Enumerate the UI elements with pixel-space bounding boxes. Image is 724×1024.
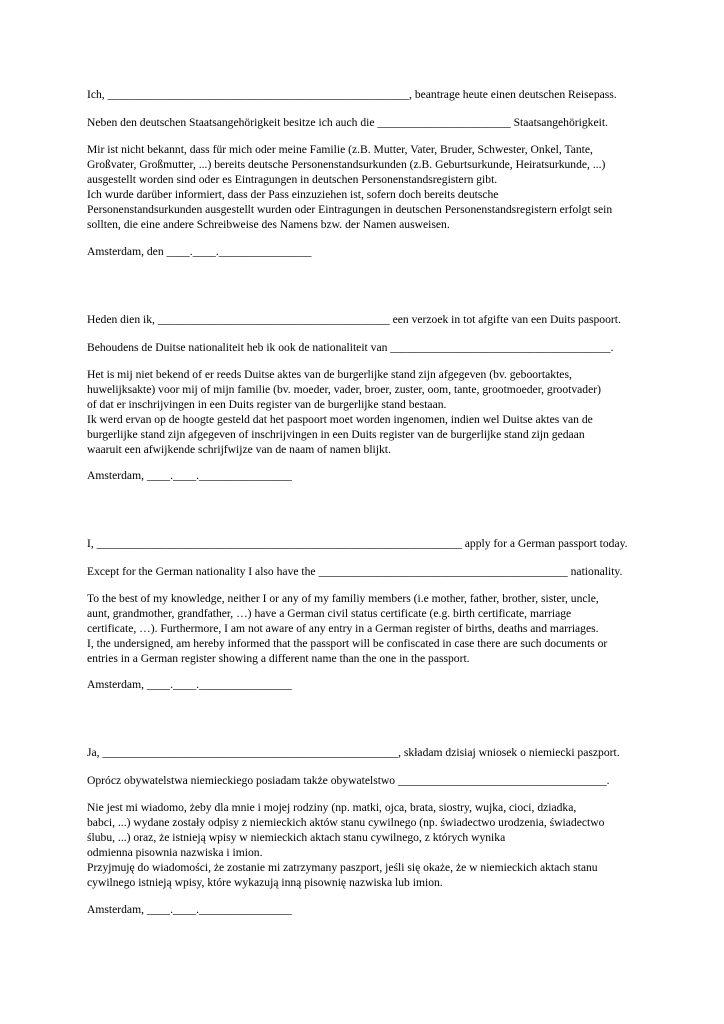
dutch-paragraph-line: waaruit een afwijkende schrijfwijze van de naam of namen blijkt. [87,443,391,456]
polish-paragraph-line: Nie jest mi wiadomo, żeby dla mnie i mojej rodziny (np. matki, ojca, brata, siostry, wujka, cioci, dziadka, [87,801,577,814]
dutch-place-date: Amsterdam, ____.____.________________ [87,469,292,482]
polish-place-date: Amsterdam, ____.____.________________ [87,903,292,916]
german-request-line: Ich, ____________________________________________________, beantrage heute einen deutschen Reisepass. [87,88,617,101]
english-paragraph-line: To the best of my knowledge, neither I or any of my familiy members (i.e mother, father, brother, sister, uncle, [87,592,599,605]
english-paragraph-line: certificate, …). Furthermore, I am not aware of any entry in a German register of births, deaths and marriages. [87,622,599,635]
dutch-paragraph-line: burgerlijke stand zijn afgegeven of inschrijvingen in een Duits register van de burgerlijke stand zijn gedaan [87,428,585,441]
german-paragraph-line: Ich wurde darüber informiert, dass der Pass einzuziehen ist, sofern doch bereits deutsche [87,188,499,201]
dutch-paragraph-line: huwelijksakte) voor mij of mijn familie (bv. moeder, vader, broer, zuster, oom, tante, grootmoeder, grootvader) [87,383,601,396]
polish-paragraph-line: odmienna pisownia nazwiska i imion. [87,846,263,859]
english-nationality-line: Except for the German nationality I also have the ___________________________________________ nationality. [87,565,623,578]
german-paragraph-line: sollten, die eine andere Schreibweise des Namens bzw. der Namen ausweisen. [87,218,450,231]
english-request-line: I, _______________________________________________________________ apply for a German passport today. [87,537,628,550]
english-paragraph-line: I, the undersigned, am hereby informed that the passport will be confiscated in case there are such documents or [87,637,608,650]
german-paragraph-line: Personenstandsurkunden ausgestellt wurden oder Eintragungen in deutschen Personenstandsregistern erfolgt sein [87,203,613,216]
polish-paragraph-line: Przyjmuję do wiadomości, że zostanie mi zatrzymany paszport, jeśli się okaże, że w niemieckich aktach stanu [87,861,598,874]
english-paragraph-line: entries in a German register showing a different name than the one in the passport. [87,652,470,665]
polish-request-line: Ja, ___________________________________________________, składam dzisiaj wniosek o niemiecki paszport. [87,746,620,759]
german-nationality-line: Neben den deutschen Staatsangehörigkeit besitze ich auch die _______________________ Staatsangehörigkeit. [87,116,608,129]
german-place-date: Amsterdam, den ____.____.________________ [87,245,312,258]
german-paragraph-line: Mir ist nicht bekannt, dass für mich oder meine Familie (z.B. Mutter, Vater, Bruder, Schwester, Onkel, Tante, [87,143,593,156]
dutch-paragraph-line: Het is mij niet bekend of er reeds Duitse aktes van de burgerlijke stand zijn afgegeven (bv. geboortaktes, [87,368,572,381]
polish-paragraph-line: cywilnego istnieją wpisy, które wykazują inną pisownię nazwiska lub imion. [87,876,443,889]
english-place-date: Amsterdam, ____.____.________________ [87,678,292,691]
polish-paragraph-line: babci, ...) wydane zostały odpisy z niemieckich aktów stanu cywilnego (np. świadectwo urodzenia, świadectwo [87,816,605,829]
german-paragraph-line: Großvater, Großmutter, ...) bereits deutsche Personenstandsurkunden (z.B. Geburtsurkunde, Heiratsurkunde, ...) [87,158,606,171]
polish-paragraph-line: ślubu, ...) oraz, że istnieją wpisy w niemieckich aktach stanu cywilnego, z których wynika [87,831,506,844]
dutch-paragraph-line: Ik werd ervan op de hoogte gesteld dat het paspoort moet worden ingenomen, indien wel Duitse aktes van de [87,413,593,426]
english-paragraph-line: aunt, grandmother, grandfather, …) have a German civil status certificate (e.g. birth certificate, marriage [87,607,572,620]
polish-nationality-line: Oprócz obywatelstwa niemieckiego posiadam także obywatelstwo ____________________________________. [87,774,610,787]
german-paragraph-line: ausgestellt worden sind oder es Eintragungen in deutschen Personenstandsregistern gibt. [87,173,498,186]
dutch-request-line: Heden dien ik, ________________________________________ een verzoek in tot afgifte van een Duits paspoort. [87,313,621,326]
dutch-nationality-line: Behoudens de Duitse nationaliteit heb ik ook de nationaliteit van ______________________________________. [87,341,614,354]
dutch-paragraph-line: of dat er inschrijvingen in een Duits register van de burgerlijke stand bestaan. [87,398,447,411]
